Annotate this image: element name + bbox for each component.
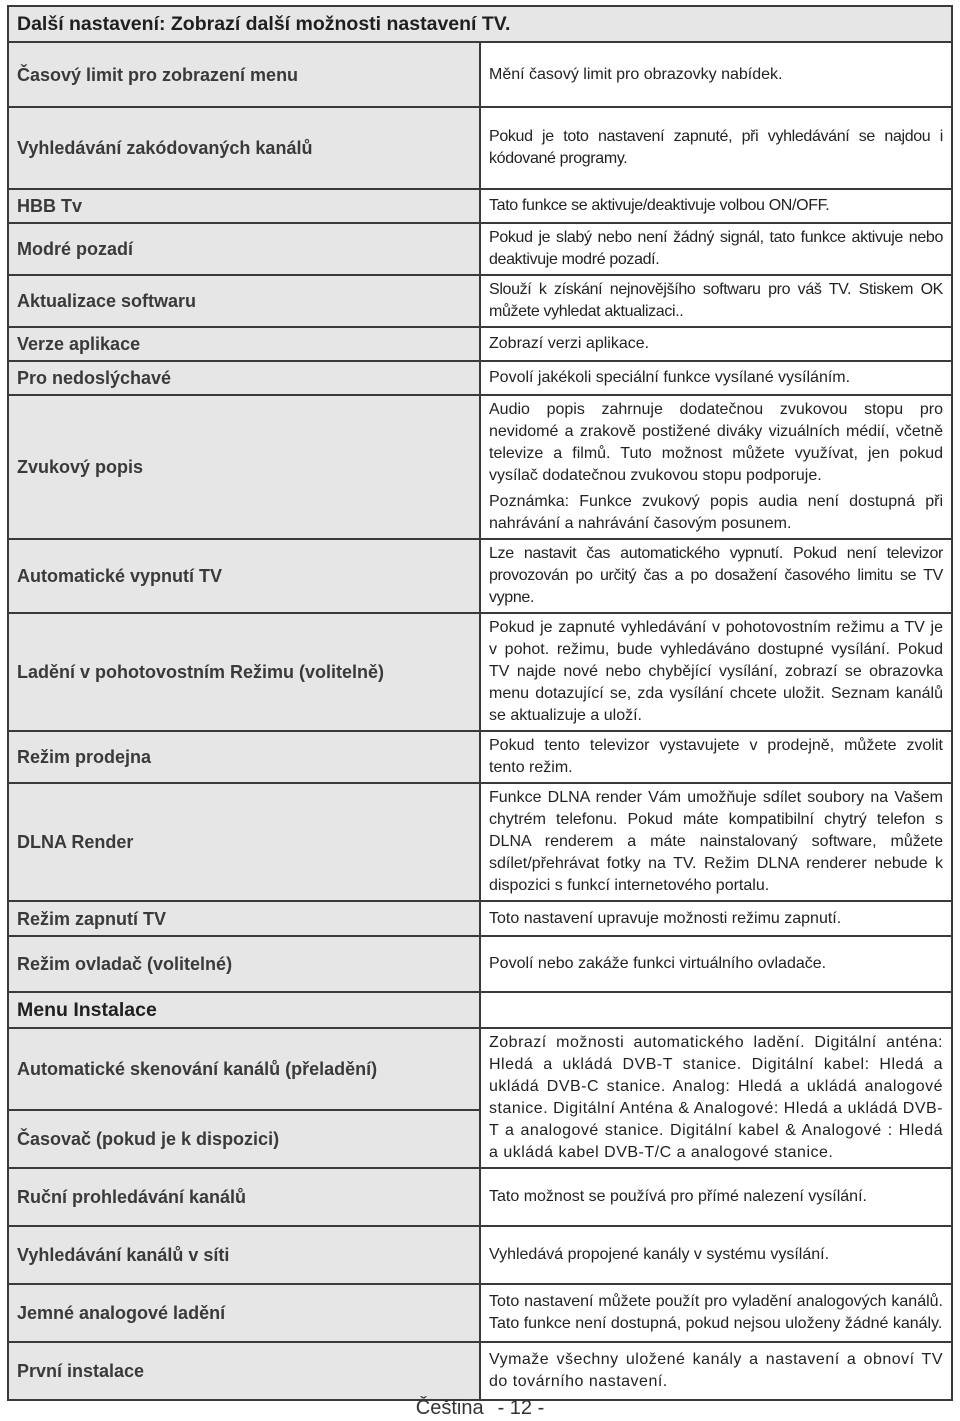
setting-description <box>480 107 952 189</box>
setting-description <box>480 731 952 783</box>
setting-description <box>480 1168 952 1226</box>
page-number: - 12 - <box>497 1397 545 1419</box>
description-text: Povolí jakékoli speciální funkce vysílané vysíláním. <box>489 369 851 386</box>
settings-table <box>7 5 953 1401</box>
setting-label: Režim ovladač (volitelné) <box>8 936 480 992</box>
description-text: Toto nastavení můžete použít pro vyladění analogových kanálů. Tato funkce není dostupná, pokud nejsou uloženy žádné kanály. <box>489 1293 943 1332</box>
description-text: Slouží k získání nejnovějšího softwaru pro váš TV. Stiskem OK můžete vyhledat aktualizaci.. <box>489 281 943 320</box>
setting-description <box>480 783 952 901</box>
table-row <box>8 361 952 395</box>
setting-description <box>480 361 952 395</box>
section-row <box>8 992 952 1028</box>
setting-description <box>480 1226 952 1284</box>
setting-description <box>480 1342 952 1400</box>
description-text: Vyhledává propojené kanály v systému vysílání. <box>489 1246 830 1263</box>
header-row <box>8 6 952 42</box>
description-text: Zobrazí možnosti automatického ladění. Digitální anténa: Hledá a ukládá DVB-T stanice. Digitální kabel: Hledá a ukládá DVB-C stanice. Analog: Hledá a ukládá analogové stanice. Digitální Anténa & Analogové: Hledá a ukládá DVB-T a analogové stanice. Digitální kabel & Analogové : Hledá a ukládá kabel DVB-T/C a analogové stanice. <box>489 1034 943 1161</box>
setting-description <box>480 539 952 613</box>
setting-label: Časový limit pro zobrazení menu <box>8 42 480 107</box>
table-row <box>8 901 952 936</box>
table-row <box>8 613 952 731</box>
description-text: Zobrazí verzi aplikace. <box>489 335 650 352</box>
setting-label: HBB Tv <box>8 189 480 223</box>
description-text: Audio popis zahrnuje dodatečnou zvukovou stopu pro nevidomé a zrakově postižené diváky vizuálních médií, včetně televize a filmů. Tuto možnost můžete využívat, jen pokud vysílač dodatečnou zvukovou stopu podporuje. <box>489 401 943 484</box>
page-footer <box>0 1397 960 1420</box>
table-row <box>8 783 952 901</box>
setting-label: Pro nedoslýchavé <box>8 361 480 395</box>
description-text: Tato možnost se používá pro přímé nalezení vysílání. <box>489 1188 867 1205</box>
description-text: Lze nastavit čas automatického vypnutí. Pokud není televizor provozován po určitý čas a po dosažení časového limitu se TV vypne. <box>489 545 943 606</box>
table-row <box>8 275 952 327</box>
description-text: Pokud tento televizor vystavujete v prodejně, můžete zvolit tento režim. <box>489 737 943 776</box>
setting-label: Režim prodejna <box>8 731 480 783</box>
table-row <box>8 189 952 223</box>
setting-description <box>480 1284 952 1342</box>
setting-label: Verze aplikace <box>8 327 480 361</box>
setting-label: První instalace <box>8 1342 480 1400</box>
description-text: Tato funkce se aktivuje/deaktivuje volbou ON/OFF. <box>489 197 830 214</box>
setting-label: Ladění v pohotovostním Režimu (volitelně) <box>8 613 480 731</box>
description-text: Funkce DLNA render Vám umožňuje sdílet soubory na Vašem chytrém telefonu. Pokud máte kompatibilní chytrý telefon s DLNA renderem a máte nainstalovaný software, můžete sdílet/přehrávat fotky na TV. Režim DLNA renderer nebude k dispozici s funkcí internetového portalu. <box>489 789 943 894</box>
description-text: Toto nastavení upravuje možnosti režimu zapnutí. <box>489 909 842 927</box>
setting-label: Ruční prohledávání kanálů <box>8 1168 480 1226</box>
table-row <box>8 223 952 275</box>
setting-label: DLNA Render <box>8 783 480 901</box>
table-row <box>8 107 952 189</box>
note-text: Poznámka: Funkce zvukový popis audia není dostupná při nahrávání a nahrávání časovým posunem. <box>489 493 943 532</box>
setting-description <box>480 42 952 107</box>
description-text: Vymaže všechny uložené kanály a nastavení a obnoví TV do továrního nastavení. <box>489 1351 943 1390</box>
setting-description <box>480 936 952 992</box>
setting-label: Jemné analogové ladění <box>8 1284 480 1342</box>
setting-label: Režim zapnutí TV <box>8 901 480 936</box>
description-text: Pokud je zapnuté vyhledávání v pohotovostním režimu a TV je v pohot. režimu, bude vyhledáváno dostupné vysílání. Pokud TV najde nové nebo chybějící vysílání, zobrazí se obrazovka menu dotazující se, zda vysílání chcete uložit. Seznam kanálů se aktualizuje a uloží. <box>489 619 943 724</box>
description-text: Mění časový limit pro obrazovky nabídek. <box>489 65 783 83</box>
setting-label: Aktualizace softwaru <box>8 275 480 327</box>
setting-label: Časovač (pokud je k dispozici) <box>8 1110 480 1168</box>
table-row <box>8 42 952 107</box>
setting-description <box>480 189 952 223</box>
description-text: Pokud je toto nastavení zapnuté, při vyhledávání se najdou i kódované programy. <box>489 128 943 167</box>
setting-description <box>480 223 952 275</box>
section-title-install-menu: Menu Instalace <box>8 992 480 1028</box>
setting-label: Automatické vypnutí TV <box>8 539 480 613</box>
setting-label: Vyhledávání kanálů v síti <box>8 1226 480 1284</box>
description-text: Pokud je slabý nebo není žádný signál, tato funkce aktivuje nebo deaktivuje modré pozadí. <box>489 229 943 268</box>
setting-description <box>480 1028 952 1168</box>
table-row <box>8 395 952 539</box>
setting-description <box>480 275 952 327</box>
table-row <box>8 1168 952 1226</box>
empty-cell <box>480 992 952 1028</box>
setting-label: Modré pozadí <box>8 223 480 275</box>
setting-description <box>480 901 952 936</box>
setting-description <box>480 327 952 361</box>
setting-description <box>480 613 952 731</box>
table-row <box>8 1342 952 1400</box>
footer-language: Čeština <box>415 1397 484 1419</box>
table-row <box>8 1028 952 1110</box>
table-row <box>8 539 952 613</box>
table-row <box>8 1226 952 1284</box>
table-row <box>8 327 952 361</box>
setting-label: Vyhledávání zakódovaných kanálů <box>8 107 480 189</box>
setting-description <box>480 395 952 539</box>
table-row <box>8 1284 952 1342</box>
table-row <box>8 731 952 783</box>
description-text: Povolí nebo zakáže funkci virtuálního ovladače. <box>489 955 827 972</box>
setting-label: Zvukový popis <box>8 395 480 539</box>
setting-label: Automatické skenování kanálů (přeladění) <box>8 1028 480 1110</box>
section-title-other-settings: Další nastavení: Zobrazí další možnosti nastavení TV. <box>8 6 952 42</box>
table-row <box>8 936 952 992</box>
